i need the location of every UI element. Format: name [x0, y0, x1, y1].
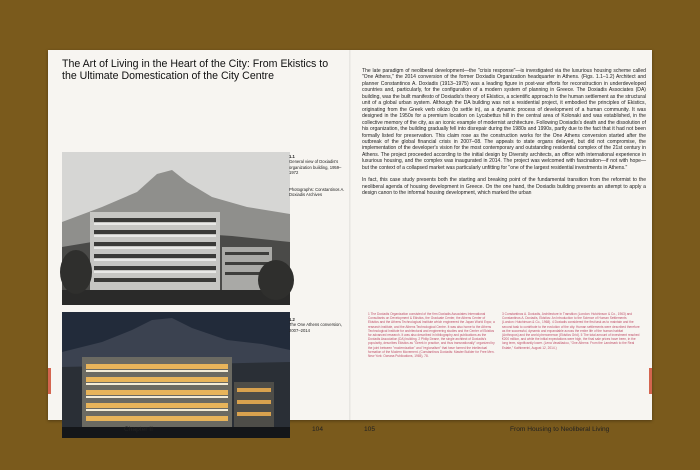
figure-doxiadis-building-photo — [62, 152, 290, 305]
body-paragraph-2: In fact, this case study presents both the starting and breaking point of the fundamental transition from the reformist to the neoliberal agenda of housing development in Greece. On the one hand, the Doxiadis building presents an attempt to apply a design canon to the informal housing development, which marked the urban — [362, 177, 646, 197]
figure2-caption-text: The One Athens conversion, 2007–2014 — [289, 322, 342, 333]
gutter — [349, 50, 351, 420]
right-thumb-tab — [649, 368, 652, 394]
figure1-credit: Photographs: Constantinos A. Doxiadis Archives — [289, 187, 345, 198]
figure-one-athens-photo — [62, 312, 290, 438]
right-page-number: 105 — [364, 426, 376, 433]
figure1-caption-text: General view of Doxiadis's organization building, 1959–1972 — [289, 159, 342, 176]
book-spread — [48, 50, 652, 433]
left-running-head: Chapter II — [124, 426, 153, 433]
figure2-number: 1.2 — [289, 317, 295, 322]
footnotes-column-left: 1 The Doxiadis Organization consisted of the firm Doxiadis Associates International Consultants on Development & Ekistics, the Graduate Center, the Athens Center of Ekistics and the Athens Technological Institute which engineered the Japan World Expo; a research institute, and the Athens Technological Centre. It was also home to the Athens Technological Institute for architectural and engineering studies and the Center of Ekistics for advanced research. It was also described in bibliography and publications as the Doxiadis Association (DA) building. 2 Philip Deane, the single architect of Doxiadis's popularity, describes Ekistics as "Greek in practice, and thus transnationally" organized by the joint between "modernization" and "regionalism" that have formed the intellectual formation of the Modern Movement. (Constantinos Doxiadis: Master Builder for Free Men. New York: Oceana Publications, 1965), 78. — [368, 312, 495, 359]
figure1-number: 1.1 — [289, 154, 295, 159]
figure2-caption — [289, 317, 349, 333]
figure1-caption — [289, 154, 349, 176]
right-running-head: From Housing to Neoliberal Living — [510, 426, 610, 433]
left-thumb-tab — [48, 368, 51, 394]
footnotes-column-right: 3 Constantinos A. Doxiadis, Architecture in Transition (London: Hutchinson & Co., 1963) and Constantinos A. Doxiadis, Ekistics: An Introduction to the Science of Human Settlements (London: Hutchinson & Co., 1968). 4 Doxiadis considered the first task as to maintain and the second task to contribute to the evolution of the city. Human settlements were described therefore as the successful, dynamic and expandable across the entire life of the human habitat (Anthropos) and the world phenomenon (Ekistics Grid). 5 The total amount of investment reached €200 million, and while the initial expectations were high, the final sale prices have been, in the long term, significantly lower. (Lena Vassiliadou, "One Athens: From the Landmark to the Real Estate," Kathimerini, August 12, 2014.) — [502, 312, 640, 350]
body-paragraph-1: The late paradigm of neoliberal development—the "crisis response"—is investigated via the luxurious housing scheme called "One Athens," the 2014 conversion of the former Doxiadis Organization headquarter in Athens. (Figs. 1.1–1.2) Architect and planner Constantinos A. Doxiadis (1913–1975) was a leading figure in post-war efforts for reconstruction in underdeveloped countries and, particularly, for the configuration of a modern system of planning in Greece. The Doxiadis Associates (DA) building, was the built manifesto of Doxiadis's theory of Ekistics, a scientific approach to the human settlement as the structural unit of a global urban system. Although the DA building was not a residential project, it embodied the principles of Ekistics, originating from the Greek verb oikizo (to settle in), as a dynamic process of development of a human community. It was designed in the 1950s for a premium location on Lycabettus hill in the central area of Kolonaki and was established, in the collective memory of the city, as an iconic example of modernist architecture. Following Doxiadis's death and the dissolution of his organization, the building gradually fell into disrepair during the 1980s and 1990s, partly due to the fact that it had not been formally listed for preservation. This claim rose as the construction works for the One Athens conversion started after the outbreak of the global financial crisis in 2007–08. The appeals to state organs delayed, but did not compromise, the implementation of the developer's vision for the most contemporary and outstanding residential complex of the 21st century in Athens. The project proceeded according to the initial design by Diversity architects, an office with international experience in luxurious housing, and the complex was inaugurated in 2014. The project was welcomed with fascination—if not with hope—but the context of a collapsed market was particularly unfitting for "one of the largest residential investments in Athens." — [362, 68, 646, 171]
main-body-text — [362, 68, 646, 197]
chapter-section-title: The Art of Living in the Heart of the City: From Ekistics to the Ultimate Domestication of the City Centre — [62, 58, 329, 82]
left-page-number: 104 — [312, 426, 324, 433]
